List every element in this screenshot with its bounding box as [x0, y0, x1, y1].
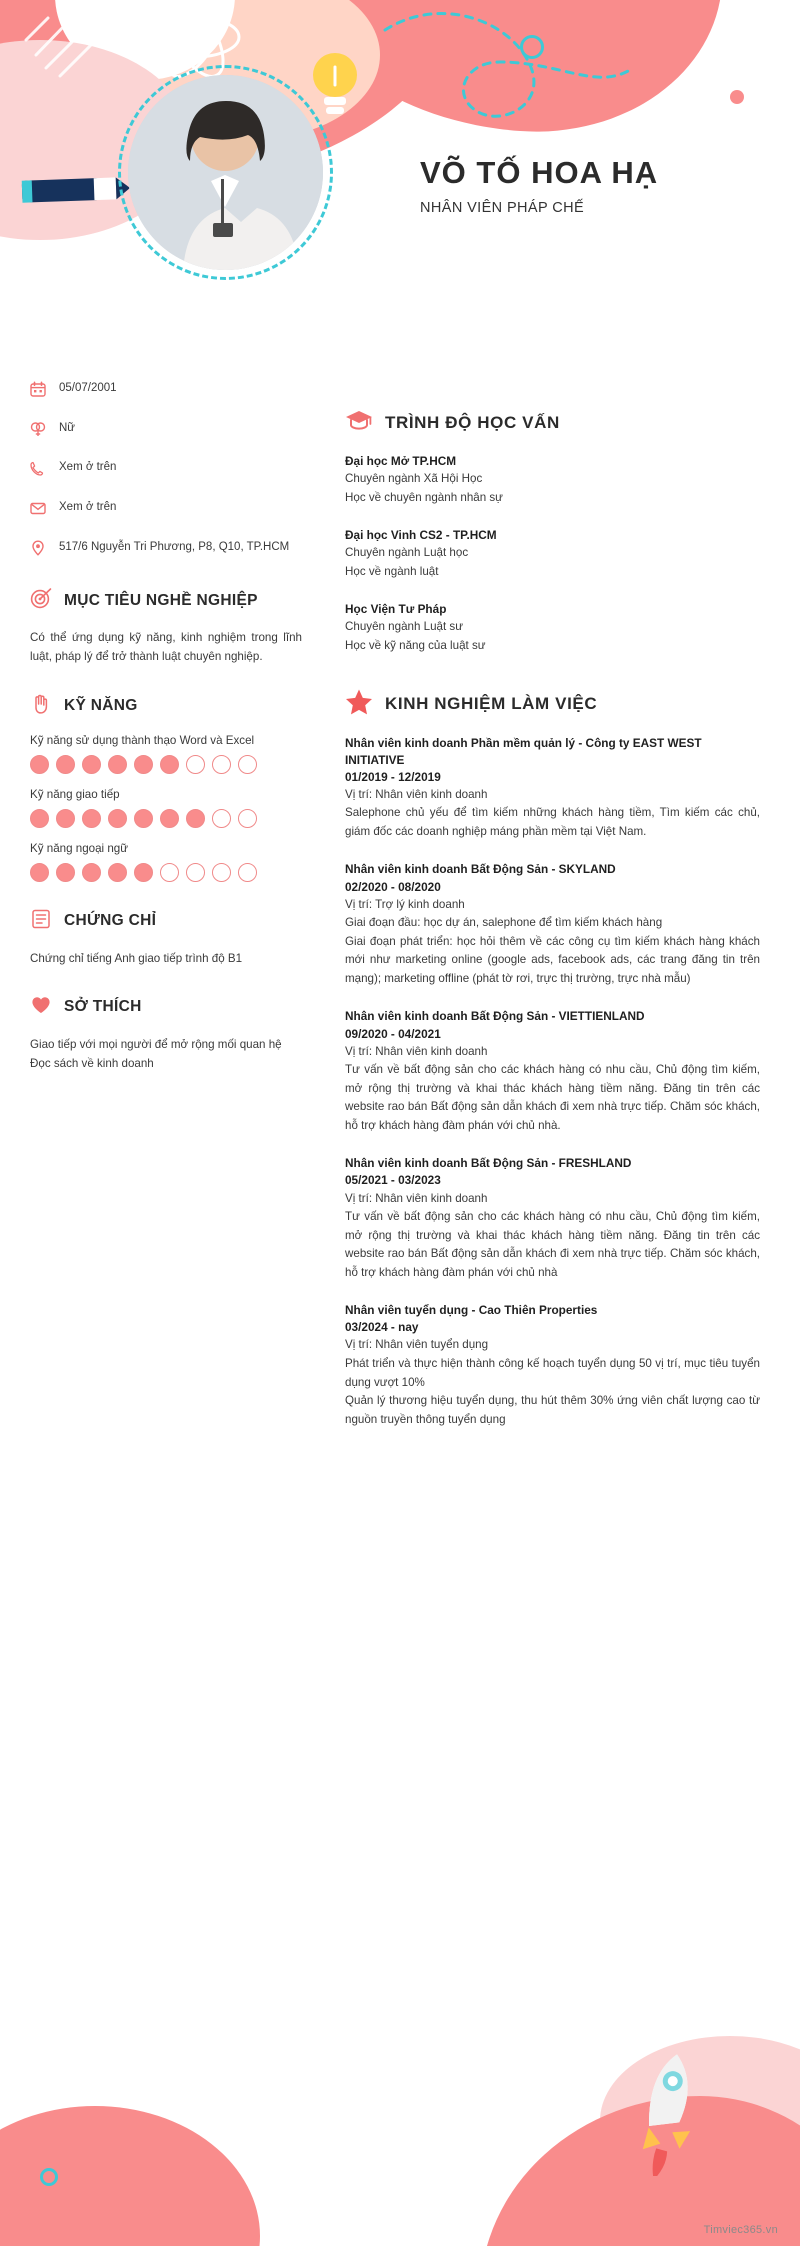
heart-icon — [30, 994, 52, 1021]
education-school: Đại học Vinh CS2 - TP.HCM — [345, 528, 497, 543]
certificate-icon — [30, 908, 52, 935]
skill-label: Kỹ năng sử dụng thành thạo Word và Excel — [30, 733, 255, 747]
rating-dot — [238, 809, 257, 828]
contact-list — [30, 380, 302, 561]
experience-title: Nhân viên tuyển dụng - Cao Thiên Properties — [345, 1303, 598, 1318]
decorative-dot-coral — [730, 90, 744, 104]
experience-period: 02/2020 - 08/2020 — [345, 879, 441, 894]
section-header-skills — [30, 693, 302, 720]
calendar-icon — [30, 381, 46, 403]
experience-title: Nhân viên kinh doanh Phần mềm quản lý - Công ty EAST WEST INITIATIVE — [345, 735, 702, 767]
rating-dot — [134, 755, 153, 774]
experience-period: 01/2019 - 12/2019 — [345, 769, 441, 784]
experience-entry — [345, 735, 760, 842]
section-title: KỸ NĂNG — [64, 697, 138, 715]
portrait-illustration — [128, 75, 323, 270]
contact-item-birthdate — [30, 380, 302, 403]
rating-dot — [134, 863, 153, 882]
main-column — [330, 370, 800, 1449]
rating-dot — [30, 809, 49, 828]
education-detail: Học về ngành luật — [345, 564, 439, 578]
rating-dot — [212, 863, 231, 882]
section-header-experience — [345, 688, 760, 721]
section-title: KINH NGHIỆM LÀM VIỆC — [385, 694, 598, 714]
experience-description: Tư vấn về bất động sản cho các khách hàng có nhu cầu, Chủ động tìm kiếm, mở rộng thị trường và khai thác khách hàng tiềm năng. Đăng tin trên các website rao bán Bất động sản dẫn khách đi xem nhà trực tiếp. Chăm sóc khách, hỗ trợ khách hàng đàm phán với chủ nhà. — [345, 1063, 760, 1132]
education-detail: Chuyên ngành Xã Hội Học — [345, 472, 483, 486]
rating-dot — [56, 755, 75, 774]
section-header-objective — [30, 587, 302, 614]
education-detail: Chuyên ngành Luật học — [345, 546, 469, 560]
section-title: MỤC TIÊU NGHỀ NGHIỆP — [64, 591, 258, 609]
experience-title: Nhân viên kinh doanh Bất Động Sản - VIETTIENLAND — [345, 1009, 645, 1024]
rating-dot — [82, 755, 101, 774]
experience-description: Phát triển và thực hiện thành công kế hoạch tuyển dụng 50 vị trí, mục tiêu tuyển dụng vượt 10% — [345, 1356, 760, 1389]
rating-dot — [160, 755, 179, 774]
rating-dot — [82, 863, 101, 882]
decorative-circle-teal — [520, 35, 544, 59]
name-block — [420, 155, 658, 216]
contact-text: 517/6 Nguyễn Tri Phương, P8, Q10, TP.HCM — [59, 540, 290, 553]
rating-dot — [186, 755, 205, 774]
skill-label: Kỹ năng ngoại ngữ — [30, 841, 129, 855]
rating-dot — [82, 809, 101, 828]
experience-period: 05/2021 - 03/2023 — [345, 1173, 441, 1188]
experience-position: Vị trí: Nhân viên kinh doanh — [345, 1044, 488, 1058]
contact-item-gender — [30, 420, 302, 443]
experience-entry — [345, 861, 760, 988]
experience-entry — [345, 1008, 760, 1135]
experience-description: Tư vấn về bất động sản cho các khách hàng có nhu cầu, Chủ động tìm kiếm, mở rộng thị trường và khai thác khách hàng tiềm năng. Đăng tin trên các website rao bán Bất động sản dẫn khách đi xem nhà trực tiếp. Chăm sóc khách, hỗ trợ khách hàng đàm phán với chủ nhà — [345, 1210, 760, 1279]
section-title: SỞ THÍCH — [64, 998, 142, 1016]
job-title: NHÂN VIÊN PHÁP CHẾ — [420, 200, 585, 216]
location-icon — [30, 540, 46, 562]
rating-dot — [56, 809, 75, 828]
rating-dot — [238, 755, 257, 774]
rating-dot — [238, 863, 257, 882]
skill-rating — [30, 863, 302, 882]
education-detail: Học về chuyên ngành nhân sự — [345, 490, 503, 504]
page-title: VÕ TỐ HOA HẠ — [420, 155, 659, 190]
contact-text: Nữ — [59, 421, 76, 434]
experience-period: 03/2024 - nay — [345, 1320, 419, 1335]
experience-description: Giai đoạn phát triển: học hỏi thêm về các công cụ tìm kiếm khách hàng khách mới như marketing online (google ads, facebook ads, các trang đăng tin trên mạng); marketing offline (phát tờ rơi, trực thị trường, trực nhà mẫu) — [345, 934, 760, 985]
contact-item-address — [30, 539, 302, 562]
section-title: CHỨNG CHỈ — [64, 912, 157, 930]
rating-dot — [30, 755, 49, 774]
avatar-photo — [128, 75, 323, 270]
contact-text: 05/07/2001 — [59, 382, 117, 394]
contact-text: Xem ở trên — [59, 501, 117, 514]
decorative-circle-teal-footer — [40, 2168, 58, 2186]
experience-position: Vị trí: Nhân viên tuyển dụng — [345, 1338, 489, 1352]
interest-line: Giao tiếp với mọi người để mở rộng mối quan hệ — [30, 1037, 282, 1051]
experience-entry — [345, 1155, 760, 1282]
education-school: Học Viện Tư Pháp — [345, 602, 447, 617]
target-icon — [30, 587, 52, 614]
dashed-swirl-icon — [380, 10, 640, 130]
experience-position: Vị trí: Nhân viên kinh doanh — [345, 1191, 488, 1205]
experience-position: Vị trí: Trợ lý kinh doanh — [345, 897, 465, 911]
experience-period: 09/2020 - 04/2021 — [345, 1026, 441, 1041]
decorative-blob-coral-footer-left — [0, 2106, 260, 2246]
rating-dot — [108, 755, 127, 774]
skill-item — [30, 734, 302, 774]
rating-dot — [108, 809, 127, 828]
rating-dot — [56, 863, 75, 882]
contact-item-phone — [30, 459, 302, 482]
rocket-icon — [600, 2046, 750, 2176]
experience-entry — [345, 1302, 760, 1429]
experience-position: Vị trí: Nhân viên kinh doanh — [345, 787, 488, 801]
skill-rating — [30, 809, 302, 828]
graduation-cap-icon — [345, 406, 373, 439]
rating-dot — [212, 755, 231, 774]
section-header-certificates — [30, 908, 302, 935]
experience-title: Nhân viên kinh doanh Bất Động Sản - FRESHLAND — [345, 1156, 632, 1171]
gender-icon — [30, 421, 46, 443]
education-entry — [345, 601, 760, 655]
contact-text: Xem ở trên — [59, 461, 117, 474]
footer-decoration — [0, 1976, 800, 2246]
skill-rating — [30, 755, 302, 774]
stripes-icon — [18, 10, 108, 90]
interest-line: Đọc sách về kinh doanh — [30, 1056, 154, 1070]
section-header-interests — [30, 994, 302, 1021]
certificate-text: Chứng chỉ tiếng Anh giao tiếp trình độ B1 — [30, 951, 243, 965]
rating-dot — [160, 863, 179, 882]
education-entry — [345, 527, 760, 581]
hand-icon — [30, 693, 52, 720]
rating-dot — [160, 809, 179, 828]
watermark: Timviec365.vn — [703, 2224, 778, 2236]
section-header-education — [345, 406, 760, 439]
skill-label: Kỹ năng giao tiếp — [30, 787, 120, 801]
education-detail: Chuyên ngành Luật sư — [345, 620, 463, 634]
sidebar-column — [0, 370, 330, 1449]
phone-icon — [30, 460, 46, 482]
experience-description: Salephone chủ yếu để tìm kiếm những khách hàng tiềm, Tìm kiếm các chủ, giám đốc các doanh nghiệp máng phần mềm tại Việt Nam. — [345, 806, 760, 838]
education-school: Đại học Mở TP.HCM — [345, 454, 457, 468]
rating-dot — [212, 809, 231, 828]
avatar — [118, 65, 333, 280]
rating-dot — [30, 863, 49, 882]
education-entry — [345, 453, 760, 507]
skill-item — [30, 788, 302, 828]
mail-icon — [30, 500, 46, 522]
experience-description: Giai đoạn đầu: học dự án, salephone để tìm kiếm khách hàng — [345, 916, 663, 930]
experience-description: Quản lý thương hiệu tuyển dụng, thu hút thêm 30% ứng viên chất lượng cao từ nguồn truyền thông tuyển dụng — [345, 1394, 760, 1426]
section-title: TRÌNH ĐỘ HỌC VẤN — [385, 412, 560, 432]
skill-item — [30, 842, 302, 882]
experience-title: Nhân viên kinh doanh Bất Động Sản - SKYLAND — [345, 862, 616, 877]
education-detail: Học về kỹ năng của luật sư — [345, 639, 486, 653]
rating-dot — [108, 863, 127, 882]
rating-dot — [186, 863, 205, 882]
contact-item-email — [30, 499, 302, 522]
rating-dot — [186, 809, 205, 828]
rating-dot — [134, 809, 153, 828]
star-icon — [345, 688, 373, 721]
objective-text: Có thể ứng dụng kỹ năng, kinh nghiệm trong lĩnh luật, pháp lý để trở thành luật chuyên nghiệp. — [30, 631, 302, 664]
